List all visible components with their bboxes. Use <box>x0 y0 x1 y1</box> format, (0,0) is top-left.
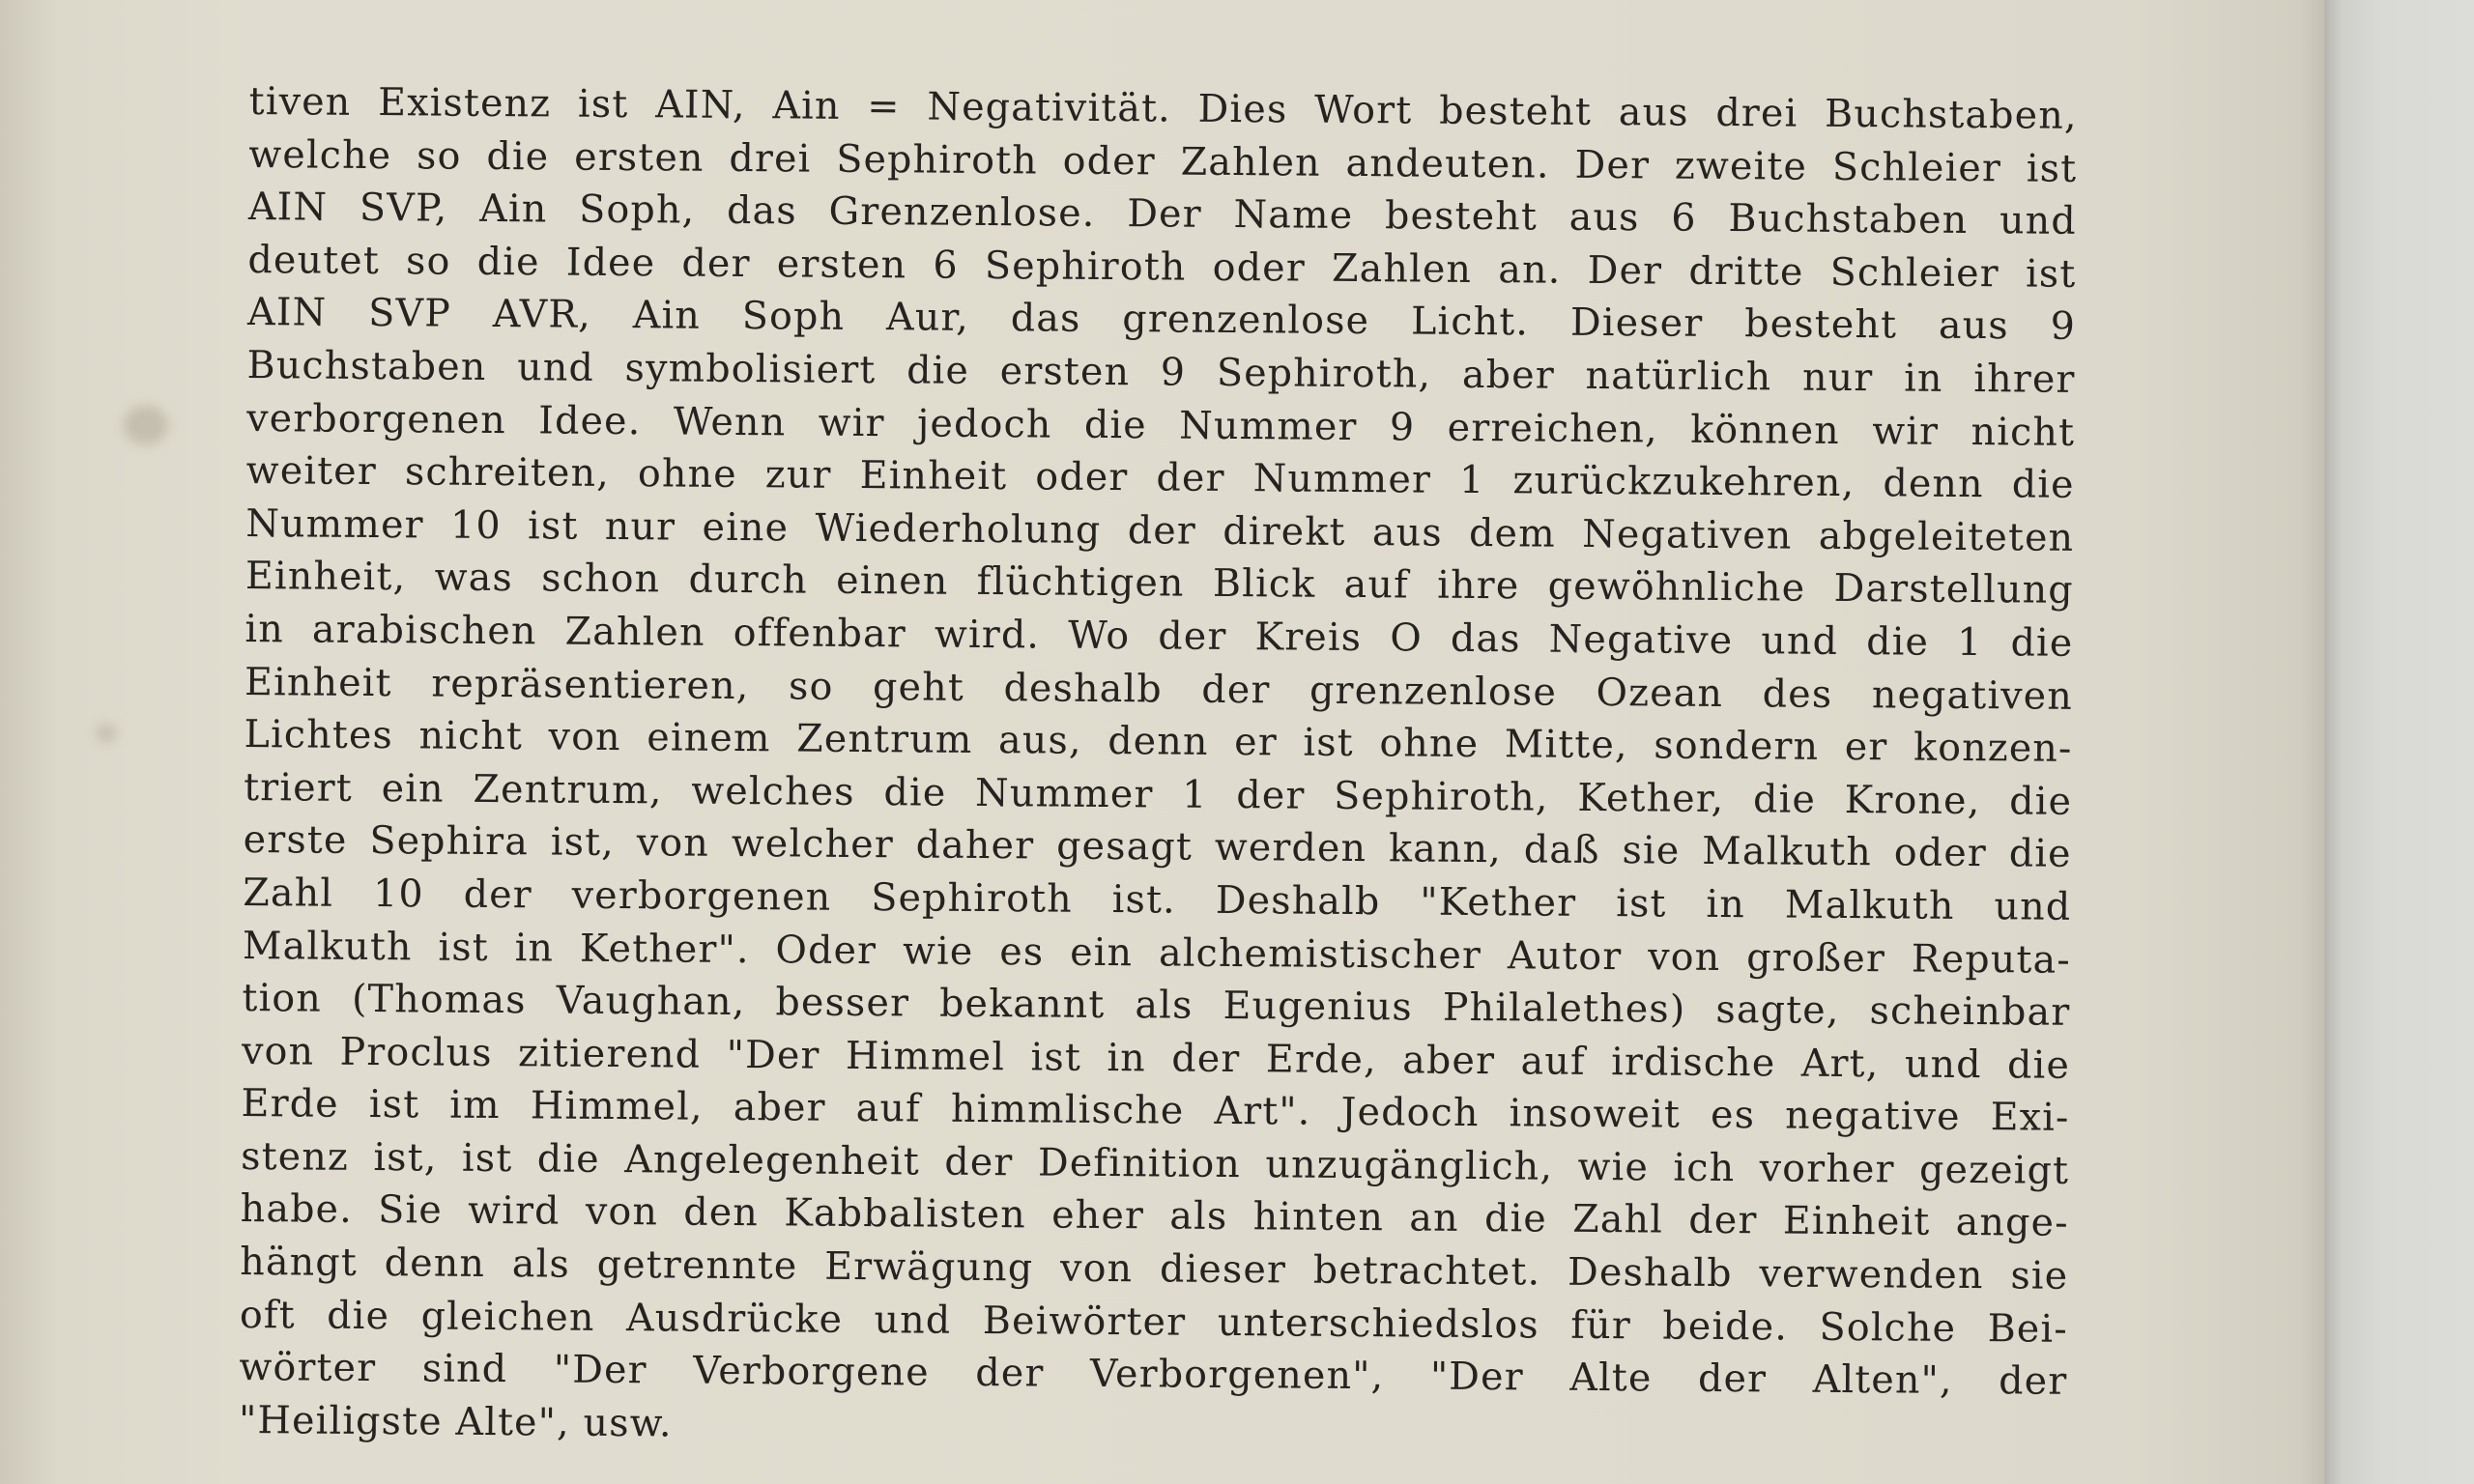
text-line: "Heiligste Alte", usw. <box>238 1397 673 1446</box>
paper-stain <box>97 725 116 742</box>
text-line: von Proclus zitierend "Der Himmel ist in der Erde, aber auf irdische Art, und die <box>241 1028 2071 1088</box>
text-line: Lichtes nicht von einem Zentrum aus, denn er ist ohne Mitte, sondern er konzen- <box>244 712 2073 771</box>
text-line: deutet so die Idee der ersten 6 Sephiroth oder Zahlen an. Der dritte Schleier ist <box>247 237 2077 297</box>
paper-stain <box>124 406 168 444</box>
text-line: Einheit, was schon durch einen flüchtigen Blick auf ihre gewöhnliche Darstellung <box>245 554 2075 614</box>
page-edge-background <box>2324 0 2474 1484</box>
text-line: tiven Existenz ist AIN, Ain = Negativität. Dies Wort besteht aus drei Buchstaben, <box>248 78 2078 138</box>
text-line: hängt denn als getrennte Erwägung von dieser betrachtet. Deshalb verwenden sie <box>240 1240 2069 1298</box>
text-line: triert ein Zentrum, welches die Nummer 1 der Sephiroth, Kether, die Krone, die <box>244 764 2073 824</box>
text-line: weiter schreiten, ohne zur Einheit oder der Nummer 1 zurückzukehren, denn die <box>245 448 2075 508</box>
text-line: Einheit repräsentieren, so geht deshalb der grenzenlose Ozean des negativen <box>244 659 2074 719</box>
text-line: welche so die ersten drei Sephiroth oder Zahlen andeuten. Der zweite Schleier ist <box>248 131 2078 191</box>
body-text <box>239 75 2078 1461</box>
text-line: stenz ist, ist die Angelegenheit der Definition unzugänglich, wie ich vorher gezeigt <box>241 1133 2070 1193</box>
text-line: Malkuth ist in Kether". Oder wie es ein alchemistischer Autor von großer Reputa- <box>242 923 2072 983</box>
text-line: Erde ist im Himmel, aber auf himmlische Art". Jedoch insoweit es negative Exi- <box>241 1081 2070 1141</box>
text-line: wörter sind "Der Verborgene der Verborgenen", "Der Alte der Alten", der <box>239 1345 2068 1405</box>
text-line: verborgenen Idee. Wenn wir jedoch die Nummer 9 erreichen, können wir nicht <box>246 395 2076 455</box>
text-line: Zahl 10 der verborgenen Sephiroth ist. Deshalb "Kether ist in Malkuth und <box>243 870 2072 929</box>
text-line: AIN SVP, Ain Soph, das Grenzenlose. Der Name besteht aus 6 Buchstaben und <box>247 185 2078 244</box>
text-line: in arabischen Zahlen offenbar wird. Wo der Kreis O das Negative und die 1 die <box>245 606 2074 666</box>
text-line: AIN SVP AVR, Ain Soph Aur, das grenzenlose Licht. Dieser besteht aus 9 <box>246 290 2077 350</box>
text-line: Nummer 10 ist nur eine Wiederholung der direkt aus dem Negativen abgeleiteten <box>245 500 2075 560</box>
text-line: Buchstaben und symbolisiert die ersten 9 Sephiroth, aber natürlich nur in ihrer <box>246 342 2076 402</box>
text-line: oft die gleichen Ausdrücke und Beiwörter unterschiedslos für beide. Solche Bei- <box>239 1292 2069 1352</box>
text-line: erste Sephira ist, von welcher daher gesagt werden kann, daß sie Malkuth oder die <box>243 817 2072 877</box>
text-line: habe. Sie wird von den Kabbalisten eher als hinten an die Zahl der Einheit ange- <box>240 1186 2069 1246</box>
text-line: tion (Thomas Vaughan, besser bekannt als Eugenius Philalethes) sagte, scheinbar <box>242 976 2071 1035</box>
